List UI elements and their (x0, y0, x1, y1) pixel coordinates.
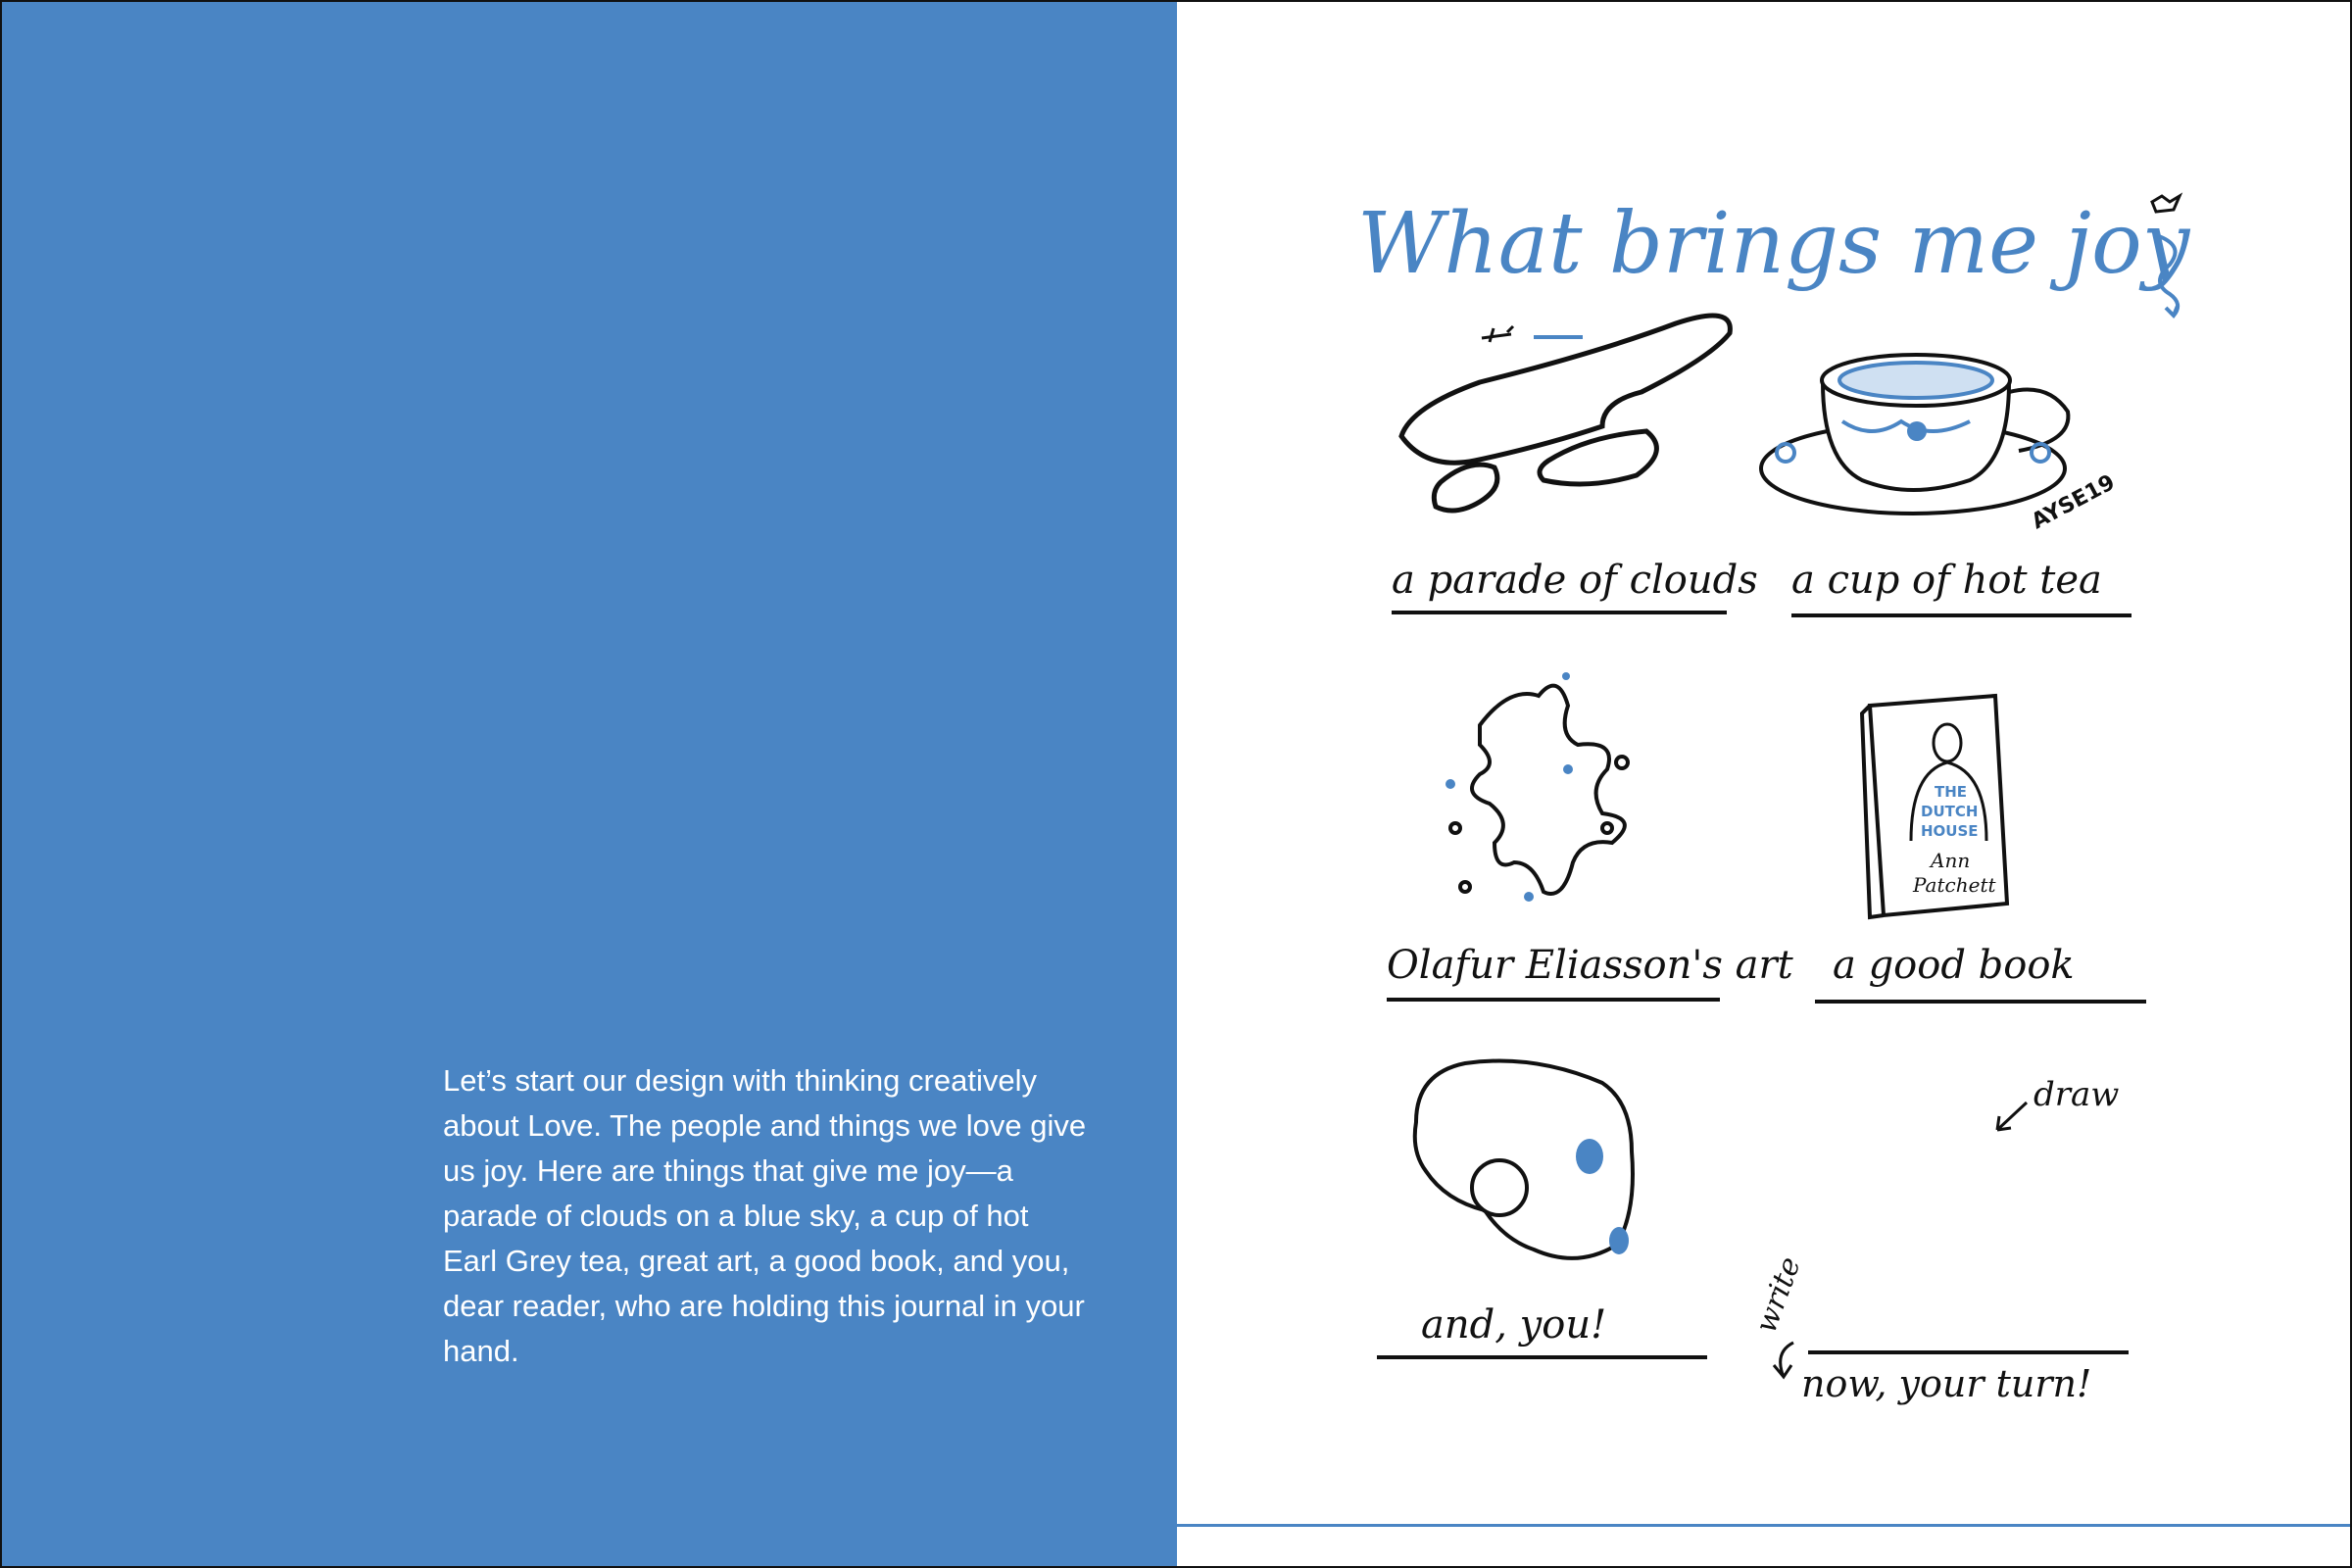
hand-ring-drawing (1415, 1061, 1633, 1258)
art-splash-accents (1446, 672, 1573, 902)
book-author-line1: Ann (1931, 849, 1971, 872)
book-drawing (1862, 696, 2007, 917)
label-your-turn: now, your turn! (1801, 1362, 2092, 1405)
intro-paragraph: Let’s start our design with thinking creatively about Love. The people and things we love give us joy. Here are things that give me joy—a parade of clouds on a blue sky, a cup of hot Earl Grey tea, great art, a good book, and you, dear reader, who are holding this journal in your hand. (443, 1063, 1087, 1368)
art-splash-drawing (1450, 686, 1628, 894)
arrow-write-icon (1774, 1343, 1793, 1377)
airplane-icon (1482, 326, 1513, 342)
label-tea: a cup of hot tea (1791, 558, 2102, 603)
hint-write: write (1748, 1252, 1808, 1338)
book-title-line1: THE (1935, 783, 1968, 801)
hint-draw: draw (2034, 1075, 2120, 1114)
clouds-drawing (1401, 316, 1730, 511)
book-author-line2: Patchett (1913, 873, 1996, 897)
teacup-drawing (1761, 355, 2068, 514)
label-clouds: a parade of clouds (1392, 558, 1758, 603)
page-heading: What brings me joy (1357, 195, 2190, 293)
label-book: a good book (1833, 943, 2075, 988)
label-art: Olafur Eliasson's art (1387, 943, 1793, 988)
book-title-line2: DUTCH (1921, 803, 1979, 820)
label-you: and, you! (1421, 1302, 1607, 1348)
artist-signature: AYSE19 (2028, 469, 2120, 535)
arrow-draw-icon (1997, 1102, 2027, 1130)
book-title-line3: HOUSE (1921, 822, 1979, 840)
